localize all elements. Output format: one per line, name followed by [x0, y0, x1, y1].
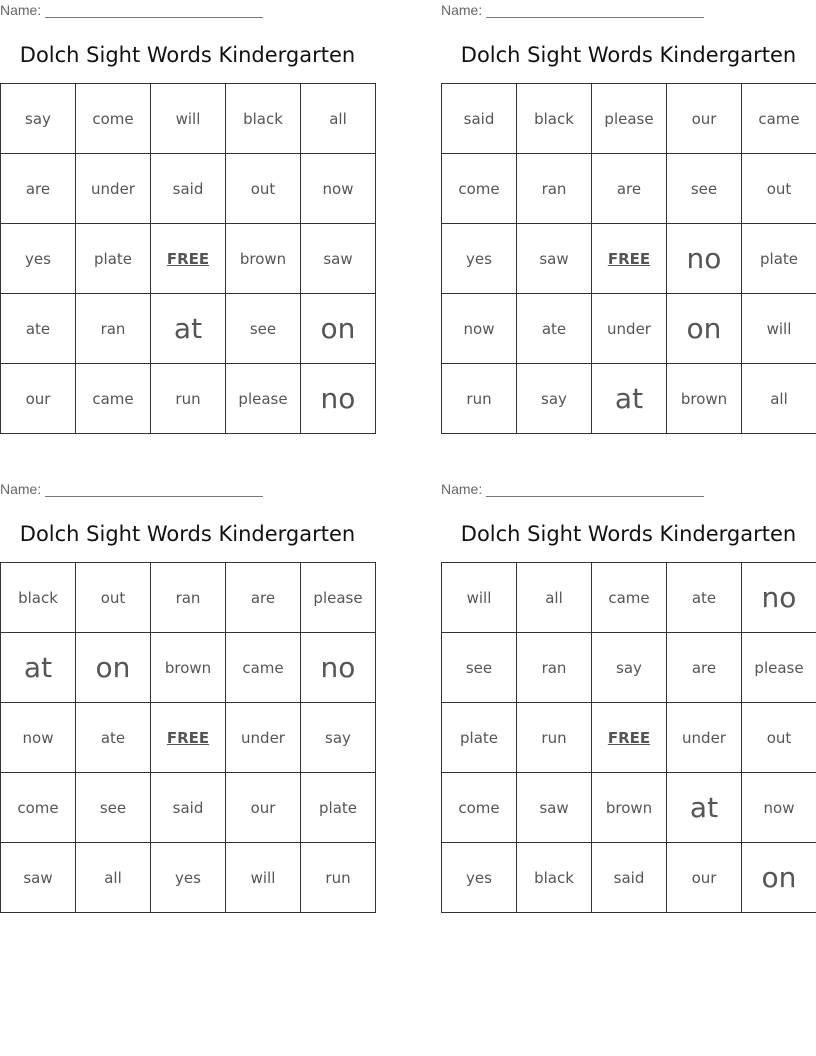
- word-cell: will: [742, 294, 816, 364]
- grid-row: [1, 294, 376, 364]
- word-cell: out: [742, 703, 816, 773]
- word-cell: under: [226, 703, 301, 773]
- word-cell: came: [592, 563, 667, 633]
- card-title: Dolch Sight Words Kindergarten: [19, 43, 356, 67]
- word-cell: ate: [667, 563, 742, 633]
- bingo-grid: [441, 83, 816, 434]
- word-cell: see: [442, 633, 517, 703]
- free-space-cell: FREE: [151, 224, 226, 294]
- word-cell: please: [301, 563, 376, 633]
- grid-row: [1, 633, 376, 703]
- grid-row: [442, 563, 816, 633]
- word-cell: came: [226, 633, 301, 703]
- word-cell: are: [1, 154, 76, 224]
- name-field-row: [0, 2, 263, 18]
- word-cell: say: [301, 703, 376, 773]
- word-cell: run: [442, 364, 517, 434]
- name-blank-line: [45, 483, 263, 497]
- word-cell: our: [667, 84, 742, 154]
- word-cell: black: [517, 843, 592, 913]
- word-cell: brown: [667, 364, 742, 434]
- word-cell: come: [76, 84, 151, 154]
- word-cell: saw: [517, 773, 592, 843]
- name-blank-line: [45, 4, 263, 18]
- grid-row: [1, 364, 376, 434]
- word-cell: see: [226, 294, 301, 364]
- word-cell: all: [301, 84, 376, 154]
- word-cell: come: [442, 154, 517, 224]
- word-cell: brown: [151, 633, 226, 703]
- word-cell: now: [442, 294, 517, 364]
- name-field-row: [441, 2, 704, 18]
- free-space-cell: FREE: [151, 703, 226, 773]
- grid-row: [442, 294, 816, 364]
- word-cell: all: [76, 843, 151, 913]
- grid-row: [442, 633, 816, 703]
- word-cell: our: [667, 843, 742, 913]
- word-cell: come: [1, 773, 76, 843]
- free-space-cell: FREE: [592, 224, 667, 294]
- grid-row: [1, 224, 376, 294]
- name-blank-line: [486, 4, 704, 18]
- word-cell: now: [742, 773, 816, 843]
- word-cell: yes: [151, 843, 226, 913]
- word-cell: see: [667, 154, 742, 224]
- word-cell: now: [1, 703, 76, 773]
- name-label: Name:: [0, 2, 42, 18]
- word-cell: please: [592, 84, 667, 154]
- word-cell: ran: [76, 294, 151, 364]
- word-cell: brown: [226, 224, 301, 294]
- word-cell: run: [301, 843, 376, 913]
- word-cell: on: [667, 294, 742, 364]
- word-cell: under: [667, 703, 742, 773]
- word-cell: our: [1, 364, 76, 434]
- word-cell: no: [742, 563, 816, 633]
- word-cell: ran: [151, 563, 226, 633]
- name-label: Name:: [441, 481, 483, 497]
- word-cell: plate: [76, 224, 151, 294]
- word-cell: on: [742, 843, 816, 913]
- grid-row: [1, 154, 376, 224]
- word-cell: no: [301, 364, 376, 434]
- grid-row: [442, 703, 816, 773]
- bingo-grid: [0, 83, 376, 434]
- word-cell: all: [742, 364, 816, 434]
- card-title: Dolch Sight Words Kindergarten: [19, 522, 356, 546]
- grid-row: [442, 364, 816, 434]
- name-blank-line: [486, 483, 704, 497]
- grid-row: [1, 843, 376, 913]
- word-cell: at: [151, 294, 226, 364]
- word-cell: at: [667, 773, 742, 843]
- word-cell: run: [517, 703, 592, 773]
- word-cell: under: [76, 154, 151, 224]
- word-cell: on: [301, 294, 376, 364]
- word-cell: on: [76, 633, 151, 703]
- word-cell: please: [226, 364, 301, 434]
- word-cell: plate: [301, 773, 376, 843]
- word-cell: see: [76, 773, 151, 843]
- grid-row: [1, 84, 376, 154]
- bingo-grid: [0, 562, 376, 913]
- word-cell: said: [151, 154, 226, 224]
- word-cell: are: [592, 154, 667, 224]
- word-cell: under: [592, 294, 667, 364]
- grid-row: [442, 843, 816, 913]
- name-label: Name:: [0, 481, 42, 497]
- name-field-row: [441, 481, 704, 497]
- word-cell: will: [442, 563, 517, 633]
- word-cell: said: [151, 773, 226, 843]
- grid-row: [1, 563, 376, 633]
- word-cell: at: [592, 364, 667, 434]
- word-cell: say: [517, 364, 592, 434]
- card-title: Dolch Sight Words Kindergarten: [460, 43, 797, 67]
- word-cell: plate: [742, 224, 816, 294]
- word-cell: black: [517, 84, 592, 154]
- word-cell: out: [226, 154, 301, 224]
- word-cell: at: [1, 633, 76, 703]
- card-title: Dolch Sight Words Kindergarten: [460, 522, 797, 546]
- word-cell: brown: [592, 773, 667, 843]
- grid-row: [442, 773, 816, 843]
- grid-row: [442, 154, 816, 224]
- word-cell: all: [517, 563, 592, 633]
- word-cell: black: [226, 84, 301, 154]
- name-label: Name:: [441, 2, 483, 18]
- word-cell: yes: [442, 843, 517, 913]
- word-cell: out: [742, 154, 816, 224]
- word-cell: ate: [76, 703, 151, 773]
- grid-row: [1, 703, 376, 773]
- name-field-row: [0, 481, 263, 497]
- grid-row: [442, 224, 816, 294]
- word-cell: ate: [517, 294, 592, 364]
- word-cell: black: [1, 563, 76, 633]
- grid-row: [442, 84, 816, 154]
- word-cell: no: [667, 224, 742, 294]
- word-cell: will: [151, 84, 226, 154]
- word-cell: yes: [1, 224, 76, 294]
- bingo-grid: [441, 562, 816, 913]
- word-cell: yes: [442, 224, 517, 294]
- word-cell: ran: [517, 154, 592, 224]
- word-cell: said: [442, 84, 517, 154]
- word-cell: said: [592, 843, 667, 913]
- word-cell: came: [742, 84, 816, 154]
- grid-row: [1, 773, 376, 843]
- word-cell: are: [226, 563, 301, 633]
- word-cell: now: [301, 154, 376, 224]
- word-cell: plate: [442, 703, 517, 773]
- word-cell: run: [151, 364, 226, 434]
- word-cell: come: [442, 773, 517, 843]
- word-cell: ate: [1, 294, 76, 364]
- word-cell: came: [76, 364, 151, 434]
- free-space-cell: FREE: [592, 703, 667, 773]
- word-cell: please: [742, 633, 816, 703]
- word-cell: ran: [517, 633, 592, 703]
- word-cell: saw: [301, 224, 376, 294]
- word-cell: say: [1, 84, 76, 154]
- word-cell: are: [667, 633, 742, 703]
- word-cell: our: [226, 773, 301, 843]
- word-cell: say: [592, 633, 667, 703]
- word-cell: saw: [517, 224, 592, 294]
- word-cell: no: [301, 633, 376, 703]
- word-cell: will: [226, 843, 301, 913]
- word-cell: out: [76, 563, 151, 633]
- word-cell: saw: [1, 843, 76, 913]
